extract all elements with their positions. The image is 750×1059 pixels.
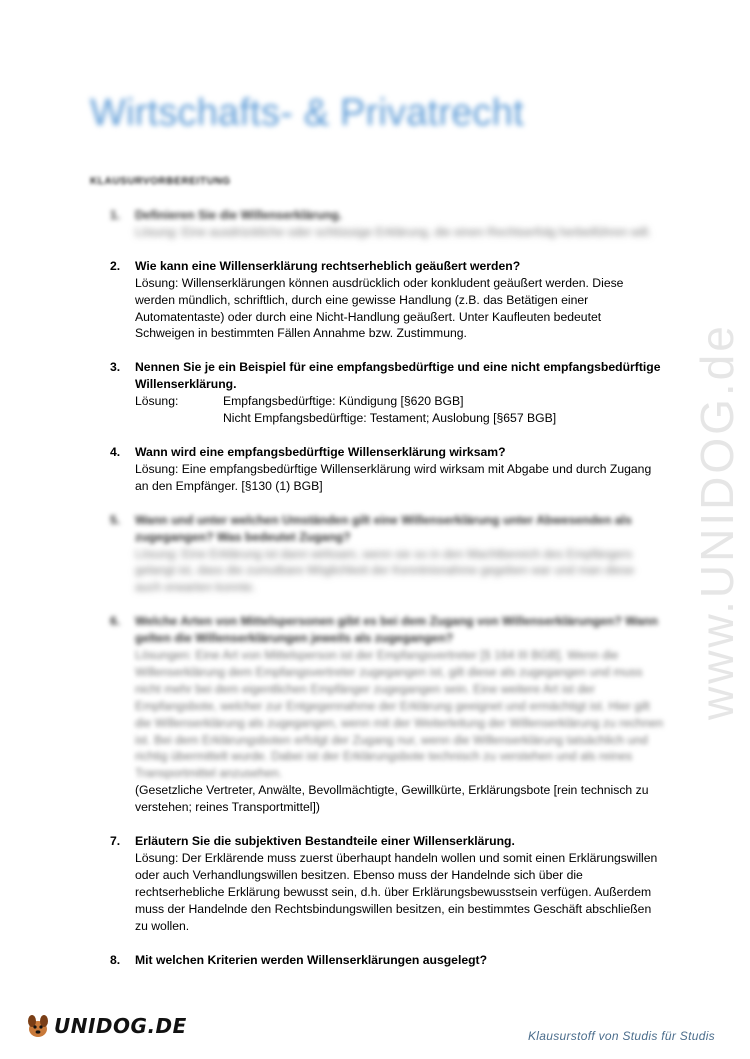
question-text: Wann wird eine empfangsbedürftige Willenserklärung wirksam? xyxy=(135,444,506,459)
footer-logo xyxy=(24,1012,187,1040)
answer-table xyxy=(135,393,664,427)
question-text: Wie kann eine Willenserklärung rechtserheblich geäußert werden? xyxy=(135,258,521,273)
item-number: 5. xyxy=(110,512,121,527)
question-text: Definieren Sie die Willenserklärung. xyxy=(135,208,343,222)
item-number: 1. xyxy=(110,208,121,222)
answer-text: Lösung: Eine empfangsbedürftige Willenserklärung wird wirksam mit Abgabe und durch Zugang an den Empfänger. [§130 (1) BGB] xyxy=(135,461,652,493)
item-number: 3. xyxy=(110,360,121,375)
question-text: Nennen Sie je ein Beispiel für eine empfangsbedürftige und eine nicht empfangsbedürftige Willenserklärung. xyxy=(135,360,661,392)
item-number: 2. xyxy=(110,258,121,273)
dog-logo-icon xyxy=(24,1012,52,1040)
item-number: 6. xyxy=(110,614,121,629)
item-number: 8. xyxy=(110,952,121,967)
footer-tagline: Klausurstoff von Studis für Studis xyxy=(528,1029,715,1043)
question-text: Erläutern Sie die subjektiven Bestandteile einer Willenserklärung. xyxy=(135,834,515,849)
answer-line: Nicht Empfangsbedürftige: Testament; Auslobung [§657 BGB] xyxy=(223,411,557,426)
list-item-8 xyxy=(0,952,750,969)
page-title: Wirtschafts- & Privatrecht xyxy=(90,92,524,134)
section-subtitle: KLAUSURVORBEREITUNG xyxy=(90,176,231,187)
watermark: www.UNIDOG.de xyxy=(691,323,743,720)
question-list xyxy=(0,207,750,985)
answer-text: Lösung: Der Erklärende muss zuerst überhaupt handeln wollen und somit einen Erklärungswillen oder auch Verhandlungswillen besitzen. Ebenso muss der Handelnde sich über die rechtserhebliche Erklärung bewusst sein, d.h. über Erklärungsbewusstsein verfügen. Außerdem muss der Handelnde den Rechtsbindungswillen besitzen, ein bestimmtes Geschäft abschließen zu wollen. xyxy=(135,851,658,933)
list-item-2 xyxy=(0,258,750,343)
answer-line: Empfangsbedürftige: Kündigung [§620 BGB] xyxy=(223,394,464,409)
answer-values xyxy=(223,393,556,427)
question-text: Welche Arten von Mittelspersonen gibt es bei dem Zugang von Willenserklärungen? Wann gelten die Willenserklärungen jeweils als zugegangen? xyxy=(135,614,658,646)
item-number: 4. xyxy=(110,444,121,459)
answer-label: Lösung: xyxy=(135,394,179,409)
answer-text: Lösung: Willenserklärungen können ausdrücklich oder konkludent geäußert werden. Diese werden mündlich, schriftlich, durch eine gewisse Handlung (z.B. das Betätigen einer Automatentaste) oder durch eine Nicht-Handlung geäußert. Unter Kaufleuten bedeutet Schweigen in bestimmten Fällen Annahme bzw. Zustimmung. xyxy=(135,275,624,341)
list-item-3 xyxy=(0,359,750,427)
brand-text: UNIDOG.DE xyxy=(54,1014,187,1038)
answer-text: Lösungen: Eine Art von Mittelsperson ist der Empfangsvertreter [§ 164 III BGB]. Wenn die Willenserklärung dem Empfangsvertreter zugegangen ist, gilt diese als zugegangen und muss nicht mehr bei dem eigentlichen Empfänger zugegangen sein. Eine weitere Art ist der Empfangsbote, welcher zur Entgegennahme der Erklärung geeignet und ermächtigt ist. Hier gilt die Willenserklärung als zugegangen, wenn mit der Weiterleitung der Willenserklärung zu rechnen ist. Bei dem Erklärungsboten erfolgt der Zugang nur, wenn die Willenserklärung tatsächlich und richtig übermittelt wurde. Dabei ist der Erklärungsbote technisch zu verstehen und als reines Transportmittel anzusehen. xyxy=(135,648,664,781)
answer-text: Lösung: Eine ausdrückliche oder schlüssige Erklärung, die einen Rechtserfolg herbeiführen will. xyxy=(135,224,652,239)
list-item-6 xyxy=(0,613,750,816)
list-item-7 xyxy=(0,833,750,934)
answer-note: (Gesetzliche Vertreter, Anwälte, Bevollmächtigte, Gewillkürte, Erklärungsbote [rein technisch zu verstehen; reines Transportmittel]) xyxy=(135,783,649,815)
answer-text: Lösung: Eine Erklärung ist dann wirksam, wenn sie so in den Machtbereich des Empfängers gelangt ist, dass die zumutbare Möglichkeit der Kenntnisnahme gegeben war und man diese auch erwarten konnte. xyxy=(135,546,635,595)
list-item-5 xyxy=(0,512,750,597)
question-text: Wann und unter welchen Umständen gilt eine Willenserklärung unter Abwesenden als zugegangen? Was bedeutet Zugang? xyxy=(135,512,632,544)
list-item-4 xyxy=(0,444,750,495)
list-item-1 xyxy=(0,207,750,241)
item-number: 7. xyxy=(110,834,121,849)
question-text: Mit welchen Kriterien werden Willenserklärungen ausgelegt? xyxy=(135,952,488,967)
